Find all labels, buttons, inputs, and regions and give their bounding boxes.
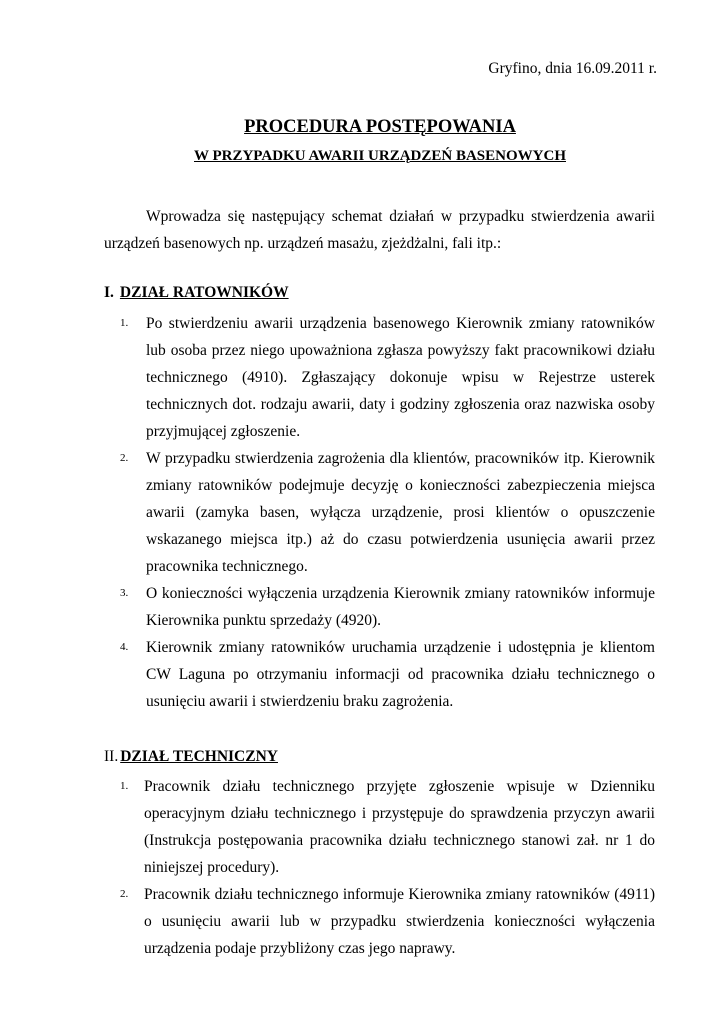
section-title: DZIAŁ RATOWNIKÓW	[119, 284, 289, 301]
list-item-text: Po stwierdzeniu awarii urządzenia basenowego Kierownik zmiany ratowników lub osoba przez niego upoważniona zgłasza powyższy fakt pracownikowi działu technicznego (4910). Zgłaszający dokonuje wpisu w Rejestrze usterek technicznych dot. rodzaju awarii, daty i godziny zgłoszenia oraz nazwiska osoby przyjmującej zgłoszenie.	[146, 315, 655, 440]
section-number: II.	[104, 748, 119, 765]
section-techniczny-list	[104, 773, 655, 962]
document-subtitle: W PRZYPADKU AWARII URZĄDZEŃ BASENOWYCH	[194, 148, 566, 164]
section-number: I.	[104, 284, 114, 301]
list-item	[104, 881, 655, 962]
list-item-text: O konieczności wyłączenia urządzenia Kierownik zmiany ratowników informuje Kierownika punktu sprzedaży (4920).	[146, 585, 655, 629]
list-item	[104, 580, 655, 634]
list-item	[104, 773, 655, 881]
list-item	[104, 310, 655, 445]
section-heading-techniczny	[104, 748, 278, 766]
list-marker: 4.	[120, 641, 129, 653]
section-ratownikow-list	[104, 310, 655, 715]
list-item-text: Pracownik działu technicznego informuje Kierownika zmiany ratowników (4911) o usunięciu awarii lub w przypadku stwierdzenia konieczności wyłączenia urządzenia podaje przybliżony czas jego naprawy.	[144, 886, 655, 957]
list-item-text: W przypadku stwierdzenia zagrożenia dla klientów, pracowników itp. Kierownik zmiany ratowników podejmuje decyzję o konieczności zabezpieczenia miejsca awarii (zamyka basen, wyłącza urządzenie, prosi klientów o opuszczenie wskazanego miejsca itp.) aż do czasu potwierdzenia usunięcia awarii przez pracownika technicznego.	[146, 450, 655, 575]
list-item	[104, 634, 655, 715]
list-item-text: Kierownik zmiany ratowników uruchamia urządzenie i udostępnia je klientom CW Laguna po otrzymaniu informacji od pracownika działu technicznego o usunięciu awarii i stwierdzeniu braku zagrożenia.	[146, 639, 655, 710]
section-heading-ratownikow	[104, 284, 289, 302]
list-item-text: Pracownik działu technicznego przyjęte zgłoszenie wpisuje w Dzienniku operacyjnym działu technicznego i przystępuje do sprawdzenia przyczyn awarii (Instrukcja postępowania pracownika działu technicznego stanowi zał. nr 1 do niniejszej procedury).	[144, 778, 655, 876]
list-marker: 2.	[120, 888, 129, 900]
document-title: PROCEDURA POSTĘPOWANIA	[244, 117, 516, 137]
list-marker: 1.	[120, 780, 129, 792]
list-marker: 2.	[120, 452, 129, 464]
list-marker: 1.	[120, 317, 129, 329]
section-title: DZIAŁ TECHNICZNY	[120, 748, 278, 765]
list-item	[104, 445, 655, 580]
list-marker: 3.	[120, 587, 129, 599]
intro-paragraph: Wprowadza się następujący schemat działań w przypadku stwierdzenia awarii urządzeń basenowych np. urządzeń masażu, zjeżdżalni, fali itp.:	[104, 208, 655, 252]
date-line: Gryfino, dnia 16.09.2011 r.	[488, 60, 657, 77]
